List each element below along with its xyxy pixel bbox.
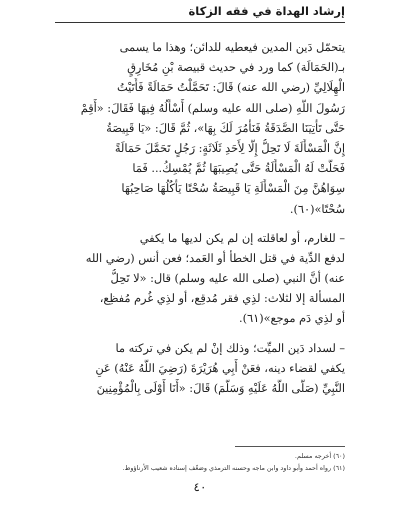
text-line: أو لذِي دَم موجع»(٦١). xyxy=(239,312,345,326)
text-line: عنه) أنَّ النبي (صلى الله عليه وسلم) قال: «لا تَحِلُّ xyxy=(110,272,345,286)
text-line: إِنَّ الْمَسْأَلَةَ لَا تَحِلُّ إِلَّا لِأَحَدِ ثَلَاثَةٍ: رَجُلٍ تَحَمَّلَ حَمَالَةً xyxy=(114,141,345,155)
footnote-60: (٦٠) أخرجه مسلم. xyxy=(294,452,345,460)
text-line: النَّبِيِّ (صَلَّى اللَّهُ عَلَيْهِ وَسَلَّمَ) قَالَ: «أَنَا أَوْلَى بِالْمُؤْمِنِينَ xyxy=(96,382,345,395)
page-number: ٤٠ xyxy=(193,480,207,494)
text-line: سُحْتًا»(٦٠). xyxy=(289,202,345,216)
footnote-61: (٦١) رواه أحمد وأبو داود وابن ماجه وحسنه الترمذي وضعّف إسناده شعيب الأرناؤوط. xyxy=(122,464,345,472)
text-line: سِوَاهُنَّ مِنَ الْمَسْأَلَةِ يَا قَبِيصَةُ سُحْتًا يَأْكُلُهَا صَاحِبُهَا xyxy=(121,182,345,196)
text-line: المسألة إلا لثلاث: لذِي فقر مُدقِع، أو لذِي غُرم مُفظِع، xyxy=(99,292,345,306)
paragraph-gap xyxy=(55,330,345,339)
page-header xyxy=(55,2,345,24)
text-line: الْهِلَالِيِّ (رضي الله عنه) قَالَ: تَحَمَّلْتُ حَمَالَةً فَأَتَيْتُ xyxy=(117,81,345,95)
body-text xyxy=(55,38,345,399)
text-line: حَتَّى تَأْتِيَنَا الصَّدَقَةُ فَنَأْمُرَ لَكَ بِهَا»، ثُمَّ قَالَ: «يَا قَبِيصَةُ xyxy=(106,121,345,135)
book-title: إرشاد الهداة في فقه الزكاة xyxy=(188,4,345,18)
paragraph-gap xyxy=(55,220,345,229)
text-line: يكفي لقضاء دينه، فعَنْ أَبِي هُرَيْرَةَ (رَضِيَ اللَّهُ عَنْهُ) عَنِ xyxy=(95,361,345,375)
text-line: لدفع الدِّية في قتل الخطأ أو العَمد؛ فعن أنس (رضي الله xyxy=(85,251,345,265)
text-line: رَسُولَ اللَّهِ (صلى الله عليه وسلم) أَسْأَلُهُ فِيهَا فَقَالَ: «أَقِمْ xyxy=(80,101,345,115)
text-line: يتحمّل دَين المدين فيعطيه للدائن؛ وهذا ما يسمى xyxy=(119,41,345,54)
text-line: فَحَلَّتْ لَهُ الْمَسْأَلَةُ حَتَّى يُصِيبَهَا ثُمَّ يُمْسِكُ... فَمَا xyxy=(132,162,345,176)
header-rule xyxy=(55,22,345,23)
footnotes xyxy=(55,450,345,474)
text-line: بـ(الحَمَالَة) كما ورد في حديث قبيصة بْنِ مُخَارِقٍ xyxy=(127,61,345,75)
footnote-separator xyxy=(235,446,345,447)
text-line: – لسداد دَين الميِّت؛ وذلك إنْ لم يكن في تركته ما xyxy=(115,341,345,355)
text-line: – للغارم، أو لعاقلته إن لم يكن لديها ما يكفي xyxy=(139,231,345,245)
